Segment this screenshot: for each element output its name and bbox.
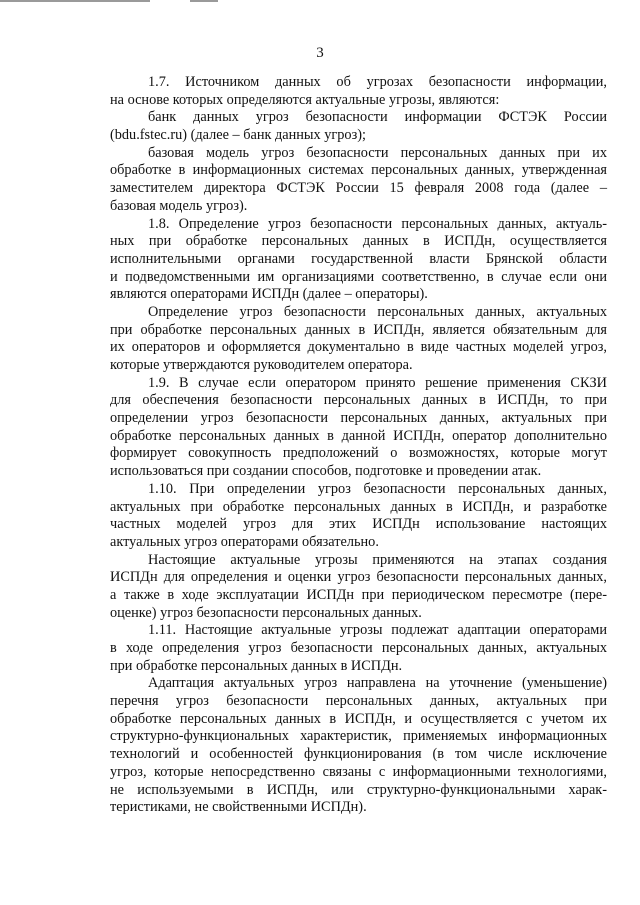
text-line: (bdu.fstec.ru) (далее – банк данных угроз); [110,127,366,144]
text-line: 1.8. Определение угроз безопасности персональных данных, актуаль- [148,215,607,232]
text-line: их операторов и оформляется документально в виде частных моделей угроз, [110,339,607,356]
text-line: являются операторами ИСПДн (далее – операторы). [110,286,428,303]
text-line: частных моделей угроз для этих ИСПДн использование настоящих [110,516,607,533]
text-line: определении угроз безопасности персональных данных, актуальных при [110,410,607,427]
text-line: Определение угроз безопасности персональных данных, актуальных [148,303,607,320]
text-line: 1.11. Настоящие актуальные угрозы подлежат адаптации операторами [148,622,607,639]
text-line: для обеспечения безопасности персональных данных в ИСПДн, то при [110,392,607,409]
text-line: на основе которых определяются актуальные угрозы, являются: [110,91,500,108]
scan-top-edge-right [190,0,218,2]
text-line: теристиками, не свойственными ИСПДн). [110,799,367,816]
text-line: при обработке персональных данных в ИСПДн. [110,657,403,674]
text-line: технологий и особенностей функционирования (в том числе исключение [110,746,607,763]
page-number: 3 [316,45,324,61]
text-line: использоваться при создании способов, подготовке и проведении атак. [110,463,542,480]
text-line: ИСПДн для определения и оценки угроз безопасности персональных данных, [110,569,607,586]
scan-top-edge [0,0,150,2]
text-line: не используемыми в ИСПДн, или структурно-функциональными харак- [110,781,607,798]
text-line: заместителем директора ФСТЭК России 15 февраля 2008 года (далее – [110,180,607,197]
text-line: 1.7. Источником данных об угрозах безопасности информации, [148,74,607,90]
text-line: обработке персональных данных в данной ИСПДн, оператор дополнительно [110,427,607,444]
text-line: обработке в информационных системах персональных данных, утвержденная [110,162,607,179]
text-line: структурно-функциональных характеристик, применяемых информационных [110,728,607,745]
text-line: которые утверждаются руководителем оператора. [110,357,413,373]
text-line: актуальных при обработке персональных данных в ИСПДн, и разработке [110,498,607,515]
text-line: а также в ходе эксплуатации ИСПДн при периодическом пересмотре (пере- [110,586,607,603]
text-line: базовая модель угроз). [110,197,248,214]
text-line: 1.10. При определении угроз безопасности персональных данных, [148,480,607,497]
text-line: ных при обработке персональных данных в ИСПДн, осуществляется [110,233,607,250]
text-line: и подведомственными им организациями соответственно, в случае если они [110,268,607,285]
text-line: актуальных угроз операторами обязательно. [110,533,379,550]
text-line: обработке персональных данных в ИСПДн, и осуществляется с учетом их [110,710,607,727]
text-line: при обработке персональных данных в ИСПДн, является обязательным для [110,321,607,338]
text-line: исполнительными органами государственной власти Брянской области [110,250,607,267]
text-line: 1.9. В случае если оператором принято решение применения СКЗИ [148,374,607,391]
text-line: оценке) угроз безопасности персональных данных. [110,604,422,621]
text-line: Адаптация актуальных угроз направлена на уточнение (уменьшение) [148,675,607,692]
document-body [110,74,607,817]
text-line: перечня угроз безопасности персональных данных, актуальных при [110,693,607,710]
text-line: базовая модель угроз безопасности персональных данных при их [148,144,607,161]
text-line: формирует совокупность предположений о возможностях, которые могут [110,445,607,462]
text-line: угроз, которые непосредственно связаны с информационными технологиями, [110,763,607,780]
text-line: Настоящие актуальные угрозы применяются на этапах создания [148,551,607,568]
text-line: в ходе определения угроз безопасности персональных данных, актуальных [110,640,607,656]
text-line: банк данных угроз безопасности информации ФСТЭК России [148,109,607,126]
